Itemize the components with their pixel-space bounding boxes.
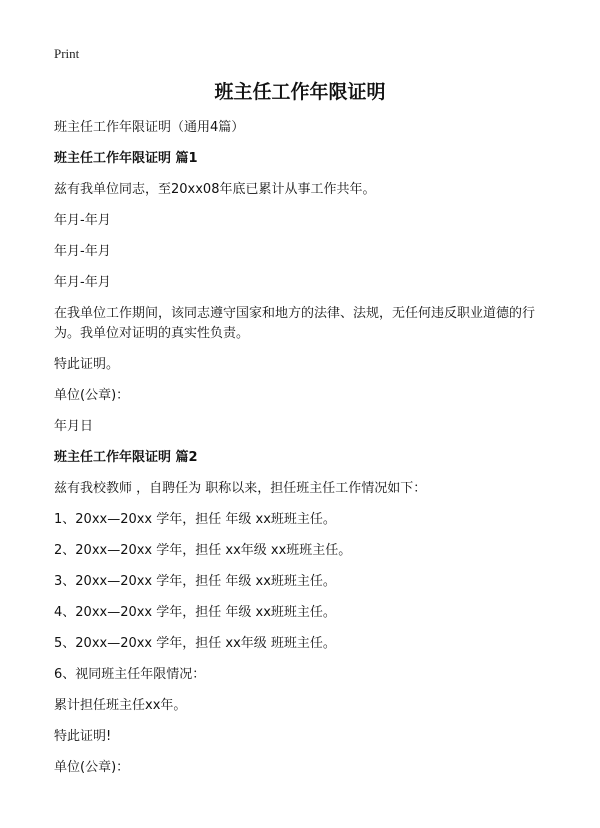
paragraph: 单位(公章)： <box>54 388 130 403</box>
paragraph: 1、20xx—20xx 学年，担任 年级 xx班班主任。 <box>54 512 336 527</box>
document-body <box>54 118 552 778</box>
paragraph: 特此证明。 <box>54 357 120 372</box>
paragraph: 单位(公章)： <box>54 760 130 775</box>
paragraph: 年月-年月 <box>54 275 111 290</box>
paragraph: 班主任工作年限证明（通用4篇） <box>54 120 245 135</box>
paragraph: 6、视同班主任年限情况： <box>54 667 206 682</box>
paragraph: 累计担任班主任xx年。 <box>54 698 187 713</box>
section-heading: 班主任工作年限证明 篇2 <box>54 450 198 465</box>
paragraph: 2、20xx—20xx 学年，担任 xx年级 xx班班主任。 <box>54 543 352 558</box>
paragraph: 3、20xx—20xx 学年，担任 年级 xx班班主任。 <box>54 574 336 589</box>
paragraph: 年月日 <box>54 419 94 434</box>
paragraph: 5、20xx—20xx 学年，担任 xx年级 班班主任。 <box>54 636 336 651</box>
print-link[interactable]: Print <box>54 46 80 61</box>
paragraph: 4、20xx—20xx 学年，担任 年级 xx班班主任。 <box>54 605 336 620</box>
paragraph: 兹有我单位同志，至20xx08年底已累计从事工作共年。 <box>54 182 376 197</box>
paragraph: 在我单位工作期间，该同志遵守国家和地方的法律、法规，无任何违反职业道德的行为。我单位对证明的真实性负责。 <box>54 306 536 341</box>
paragraph: 兹有我校教师 ，自聘任为 职称以来，担任班主任工作情况如下： <box>54 481 427 496</box>
paragraph: 特此证明! <box>54 729 112 744</box>
paragraph: 年月-年月 <box>54 213 111 228</box>
document-title: 班主任工作年限证明 <box>214 81 386 103</box>
section-heading: 班主任工作年限证明 篇1 <box>54 151 198 166</box>
paragraph: 年月-年月 <box>54 244 111 259</box>
